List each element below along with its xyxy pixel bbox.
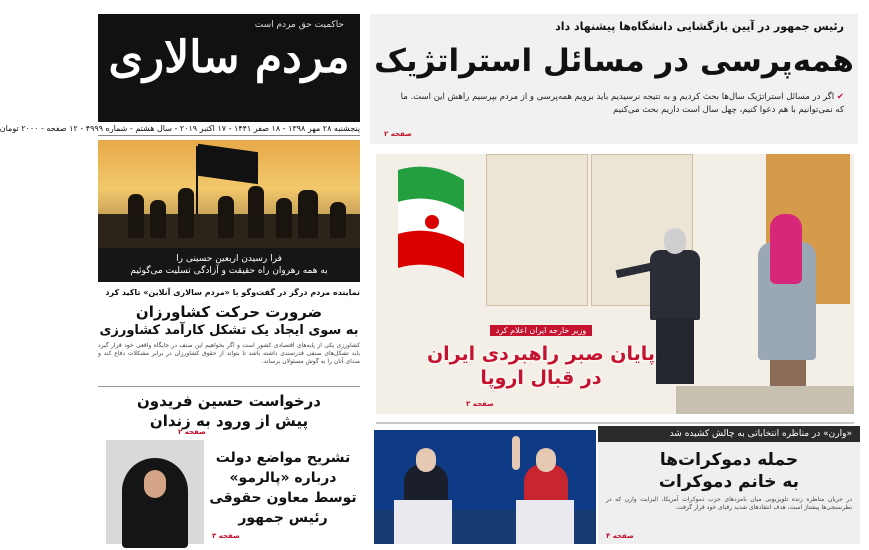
- farmers-body: کشاورزی یکی از پایه‌های اقتصادی کشور است و اگر بخواهیم این صنف در جایگاه واقعی خود قرار گیرد باید تشکل‌های صنفی قدرتمندی داشته باشد تا بتواند از حقوق کشاورزان در برابر مشکلات دفاع کند و صدای آنان را به گوش مسئولان برساند.: [98, 342, 360, 365]
- fereydoun-headline-1: درخواست حسین فریدون: [136, 392, 322, 410]
- photo-story-kicker: وزیر خارجه ایران اعلام کرد: [490, 325, 593, 336]
- masthead-tagline: حاکمیت حق مردم است: [254, 20, 344, 30]
- debate-headline-2: به خانم دموکرات: [658, 472, 800, 492]
- arbaeen-line1: فرا رسیدن اربعین حسینی را: [176, 254, 282, 264]
- farmers-kicker: نماینده مردم درگز در گفت‌وگو با «مردم سالاری آنلاین» تاکید کرد: [105, 288, 360, 297]
- iran-flag-icon: [392, 160, 470, 290]
- masthead: [98, 14, 360, 122]
- debate-headline-1: حمله دموکرات‌ها: [659, 450, 799, 470]
- debate-story[interactable]: [598, 426, 860, 544]
- masthead-title: مردم سالاری: [108, 32, 350, 83]
- visiting-guest-figure: [752, 214, 822, 388]
- farmers-story[interactable]: [98, 288, 360, 380]
- lead-page-ref: صفحه ۲: [384, 130, 412, 138]
- lead-summary: [370, 79, 858, 117]
- main-photo: [376, 154, 854, 414]
- black-flag-icon: [198, 144, 258, 184]
- fereydoun-headline-2: پیش از ورود به زندان: [149, 412, 309, 430]
- fereydoun-page-ref: صفحه ۲: [178, 428, 206, 436]
- section-divider: [376, 422, 854, 424]
- farmers-headline-1: ضرورت حرکت کشاورزان: [135, 303, 323, 321]
- lead-headline: همه‌پرسی در مسائل استراتژیک: [374, 43, 854, 79]
- lead-summary-text: اگر در مسائل استراتژیک سال‌ها بحث کردیم و به نتیجه نرسیدیم باید برویم همه‌پرسی و از مردم بپرسیم راهش این است. ما که نمی‌توانیم با هم دعوا کنیم، چهل سال است داریم بحث می‌کنیم: [400, 92, 844, 115]
- palermo-line4: رئیس جمهور: [238, 510, 328, 526]
- debate-page-ref: صفحه ۴: [606, 532, 634, 540]
- fereydoun-story[interactable]: [98, 392, 360, 436]
- dateline: پنجشنبه ۲۸ مهر ۱۳۹۸ - ۱۸ صفر ۱۴۴۱ - ۱۷ اکتبر ۲۰۱۹ - سال هشتم - شماره ۴۹۹۹ - ۱۲ صفحه - ۲۰۰۰ تومان: [98, 122, 360, 136]
- arbaeen-caption: [98, 248, 360, 282]
- photo-story[interactable]: [416, 318, 666, 389]
- debate-kicker: «وارن» در مناظره انتخاباتی به چالش کشیده شد: [598, 426, 860, 442]
- debate-photo: [374, 430, 596, 544]
- photo-story-headline-1: پایان صبر راهبردی ایران: [426, 343, 656, 365]
- palermo-story[interactable]: [208, 448, 358, 544]
- palermo-line2: درباره «پالرمو»: [229, 470, 337, 486]
- lead-kicker: رئیس جمهور در آیین بازگشایی دانشگاه‌ها پیشنهاد داد: [555, 20, 844, 33]
- farmers-headline-2: به سوی ایجاد یک تشکل کارآمد کشاورزی: [99, 323, 359, 338]
- palermo-line3: توسط معاون حقوقی: [209, 490, 357, 506]
- debate-body: در جریان مناظره زنده تلویزیونی میان نامزدهای حزب دموکرات آمریکا، الیزابت وارن که در نظرسنجی‌ها پیشتاز است، هدف انتقادهای شدید رقبای خود قرار گرفت.: [606, 496, 852, 511]
- arbaeen-line2: به همه رهروان راه حقیقت و آزادگی تسلیت می‌گوئیم: [130, 266, 328, 276]
- lead-story[interactable]: [370, 14, 858, 144]
- photo-story-page-ref: صفحه ۳: [466, 400, 494, 408]
- deputy-portrait: [106, 440, 204, 544]
- palermo-page-ref: صفحه ۳: [212, 532, 240, 540]
- photo-story-headline-2: در قبال اروپا: [480, 367, 602, 389]
- check-icon: ✔: [836, 92, 844, 102]
- arbaeen-photo: [98, 140, 360, 248]
- palermo-line1: تشریح مواضع دولت: [215, 450, 351, 466]
